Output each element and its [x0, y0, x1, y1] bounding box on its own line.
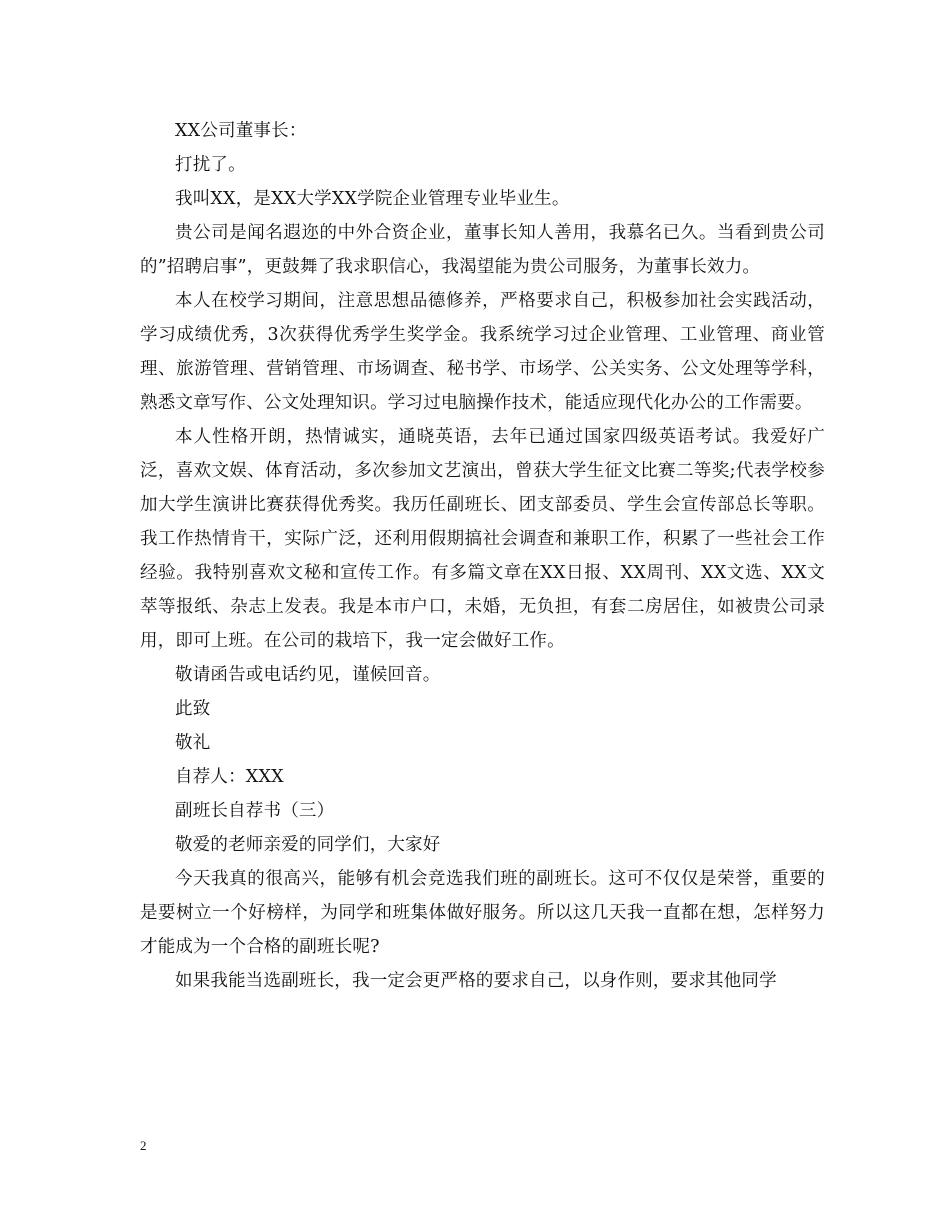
paragraph-company: 贵公司是闻名遐迩的中外合资企业，董事长知人善用，我慕名已久。当看到贵公司的”招聘启事”，更鼓舞了我求职信心，我渴望能为贵公司服务，为董事长效力。	[140, 223, 825, 277]
speech-paragraph-2: 如果我能当选副班长，我一定会更严格的要求自己，以身作则，要求其他同学	[175, 971, 777, 991]
greeting-line: 打扰了。	[175, 155, 246, 175]
page-number: 2	[140, 1138, 147, 1153]
salutation: XX公司董事长：	[175, 121, 307, 141]
section-title: 副班长自荐书（三）	[175, 801, 335, 821]
paragraph-personality: 本人性格开朗，热情诚实，通晓英语，去年已通过国家四级英语考试。我爱好广泛，喜欢文娱、体育活动，多次参加文艺演出，曾获大学生征文比赛二等奖;代表学校参加大学生演讲比赛获得优秀奖。我历任副班长、团支部委员、学生会宣传部总长等职。我工作热情肯干，实际广泛，还利用假期搞社会调查和兼职工作，积累了一些社会工作经验。我特别喜欢文秘和宣传工作。有多篇文章在XX日报、XX周刊、XX文选、XX文萃等报纸、杂志上发表。我是本市户口，未婚，无负担，有套二房居住，如被贵公司录用，即可上班。在公司的栽培下，我一定会做好工作。	[140, 427, 825, 651]
signature-line: 自荐人：XXX	[175, 767, 284, 787]
closing-request: 敬请函告或电话约见，谨候回音。	[175, 665, 441, 685]
speech-salutation: 敬爱的老师亲爱的同学们，大家好	[175, 835, 441, 855]
paragraph-education: 本人在校学习期间，注意思想品德修养，严格要求自己，积极参加社会实践活动，学习成绩优秀，3次获得优秀学生奖学金。我系统学习过企业管理、工业管理、商业管理、旅游管理、营销管理、市场调查、秘书学、市场学、公关实务、公文处理等学科，熟悉文章写作、公文处理知识。学习过电脑操作技术，能适应现代化办公的工作需要。	[140, 291, 825, 413]
speech-paragraph-1: 今天我真的很高兴，能够有机会竞选我们班的副班长。这可不仅仅是荣誉，重要的是要树立一个好榜样，为同学和班集体做好服务。所以这几天我一直都在想，怎样努力才能成为一个合格的副班长呢?	[140, 869, 825, 957]
document-body	[140, 114, 825, 998]
self-introduction: 我叫XX，是XX大学XX学院企业管理专业毕业生。	[175, 189, 570, 209]
closing-jing-li: 敬礼	[175, 733, 211, 753]
closing-ci-zhi: 此致	[175, 699, 211, 719]
